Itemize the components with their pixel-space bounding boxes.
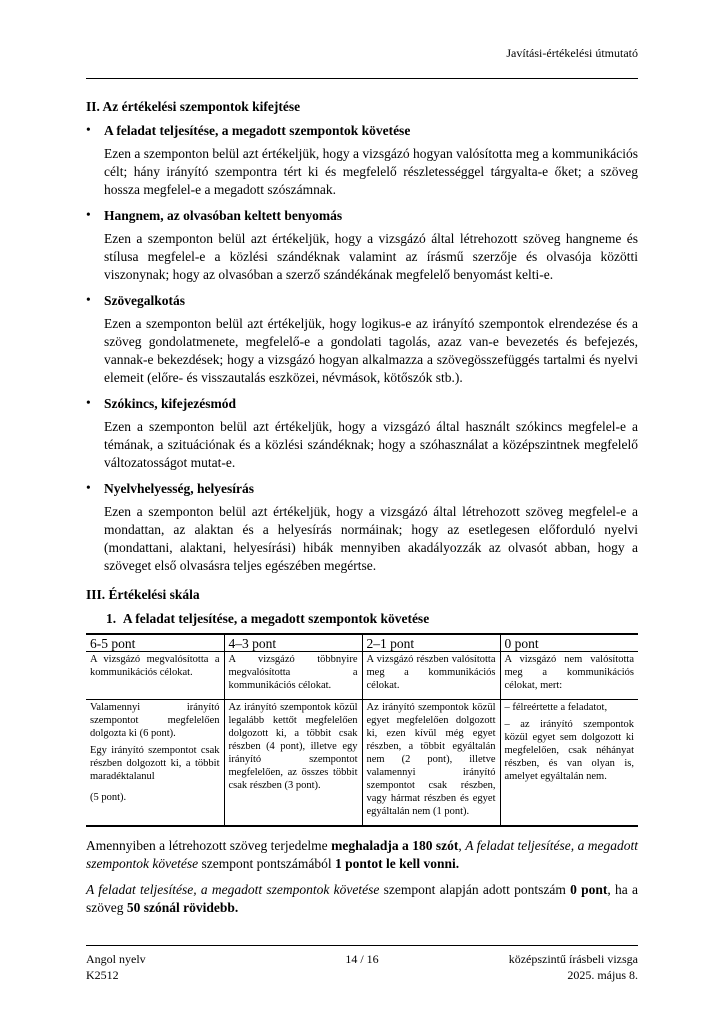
criterion-title: Szövegalkotás — [104, 293, 185, 308]
bullet-icon: • — [86, 395, 91, 410]
criterion-title: Hangnem, az olvasóban keltett benyomás — [104, 208, 343, 223]
criterion-1 — [86, 123, 638, 199]
table-cell: A vizsgázó többnyire megvalósította a kommunikációs célokat. — [224, 652, 362, 700]
bullet-icon: • — [86, 480, 91, 495]
table-row — [86, 652, 638, 700]
criterion-text: Ezen a szemponton belül azt értékeljük, hogy a vizsgázó által létrehozott szöveg hangneme és stílusa megfelel-e a közlési szándéknak valamint az írásmű szerzője és olvasója közötti viszonynak; hogy az olvasóban a szerző szándékának megfelelő benyomást kelti-e. — [104, 231, 638, 282]
criterion-text: Ezen a szemponton belül azt értékeljük, hogy a vizsgázó által létrehozott szöveg megfelel-e a mondattan, az alaktan és a helyesírás normáinak; hogy az esetlegesen előforduló nyelvi (mondattani, alaktani, helyesírási) hibák mennyiben akadályozzák az olvasót abban, hogy a szöveget első olvasásra teljes egészében megértse. — [104, 504, 638, 573]
minimum-length-note: A feladat teljesítése, a megadott szempontok követése szempont alapján adott pontszám 0 pont, ha a szöveg 50 szónál rövidebb. — [86, 882, 639, 915]
criterion-3 — [86, 293, 638, 387]
footer-exam-level: középszintű írásbeli vizsga — [508, 952, 638, 966]
word-limit-note: Amennyiben a létrehozott szöveg terjedelme meghaladja a 180 szót, A feladat teljesítése, a megadott szempontok követése szempont pontszámából 1 pontot le kell vonni. — [86, 838, 639, 871]
criterion-title: Szókincs, kifejezésmód — [104, 396, 236, 411]
page-header: Javítási-értékelési útmutató — [506, 46, 638, 60]
table-cell: Valamennyi irányító szempontot megfelelően dolgozta ki (6 pont). Egy irányító szempontot csak részben dolgozott ki, a többit maradéktalanul (5 pont). — [86, 700, 224, 827]
page-number: 14 / 16 — [345, 952, 379, 966]
table-row — [86, 700, 638, 827]
criterion-title: A feladat teljesítése, a megadott szempontok követése — [104, 123, 411, 138]
table-cell: – félreértette a feladatot, – az irányító szempontok közül egyet sem dolgozott ki megfelelően, csak néhányat részben, és van olyan is, amelyet egyáltalán nem. — [500, 700, 638, 827]
scale-subtitle: 1. A feladat teljesítése, a megadott szempontok követése — [106, 611, 430, 626]
criterion-text: Ezen a szemponton belül azt értékeljük, hogy a vizsgázó hogyan valósította meg a kommunikációs célt; hány irányító szempontra tért ki és megfelelő részletességgel tárgyalta-e őket; a szöveg hossza megfelel-e a megadott szószámnak. — [104, 146, 638, 197]
table-cell: Az irányító szempontok közül legalább kettőt megfelelően dolgozott ki, a többit csak részben (4 pont), illetve egy irányító szempontot megfelelően, az összes többit csak részben (3 pont). — [224, 700, 362, 827]
header-rule — [86, 78, 638, 79]
section-3 — [86, 587, 638, 917]
footer-subject: Angol nyelv — [86, 952, 146, 966]
criterion-5 — [86, 481, 638, 575]
page-content — [86, 99, 638, 917]
footer-rule — [86, 945, 638, 946]
bullet-icon: • — [86, 207, 91, 222]
footer-right — [509, 951, 638, 983]
criterion-text: Ezen a szemponton belül azt értékeljük, hogy a vizsgázó által használt szókincs megfelel-e a témának, a szituációnak és a közlési szándéknak; hogy a szóhasználat a középszintnek megfelelő változatosságot mutat-e. — [104, 419, 638, 470]
bullet-icon: • — [86, 292, 91, 307]
column-header: 2–1 pont — [362, 634, 500, 652]
section-2-title: II. Az értékelési szempontok kifejtése — [86, 99, 301, 114]
table-header-row — [86, 634, 638, 652]
footer-date: 2025. május 8. — [567, 968, 638, 982]
table-cell: A vizsgázó részben valósította meg a kommunikációs célokat. — [362, 652, 500, 700]
criterion-2 — [86, 208, 638, 284]
table-cell: A vizsgázó nem valósította meg a kommunikációs célokat, mert: — [500, 652, 638, 700]
criterion-title: Nyelvhelyesség, helyesírás — [104, 481, 254, 496]
criterion-4 — [86, 396, 638, 472]
scale-table — [86, 633, 638, 827]
table-cell: A vizsgázó megvalósította a kommunikációs célokat. — [86, 652, 224, 700]
section-3-title: III. Értékelési skála — [86, 587, 200, 602]
bullet-icon: • — [86, 122, 91, 137]
footer-code: K2512 — [86, 968, 119, 982]
column-header: 0 pont — [500, 634, 638, 652]
column-header: 6-5 pont — [86, 634, 224, 652]
table-cell: Az irányító szempontok közül egyet megfelelően dolgozott ki, ezen kívül még egyet részben, a többit egyáltalán nem (2 pont), illetve valamennyi irányító szempontot csak részben, vagy hármat részben és egyet egyáltalán nem (1 pont). — [362, 700, 500, 827]
column-header: 4–3 pont — [224, 634, 362, 652]
criterion-text: Ezen a szemponton belül azt értékeljük, hogy logikus-e az irányító szempontok elrendezése és a szöveg gondolatmenete, megfelelő-e a gondolati tagolás, azaz van-e bevezetés és befejezés, vannak-e bekezdések; hogy a vizsgázó hogyan alkalmazza a szövegösszefüggés tartalmi és nyelvi elemeit (előre- és visszautalás eszközei, névmások, kötőszók stb.). — [104, 316, 638, 385]
